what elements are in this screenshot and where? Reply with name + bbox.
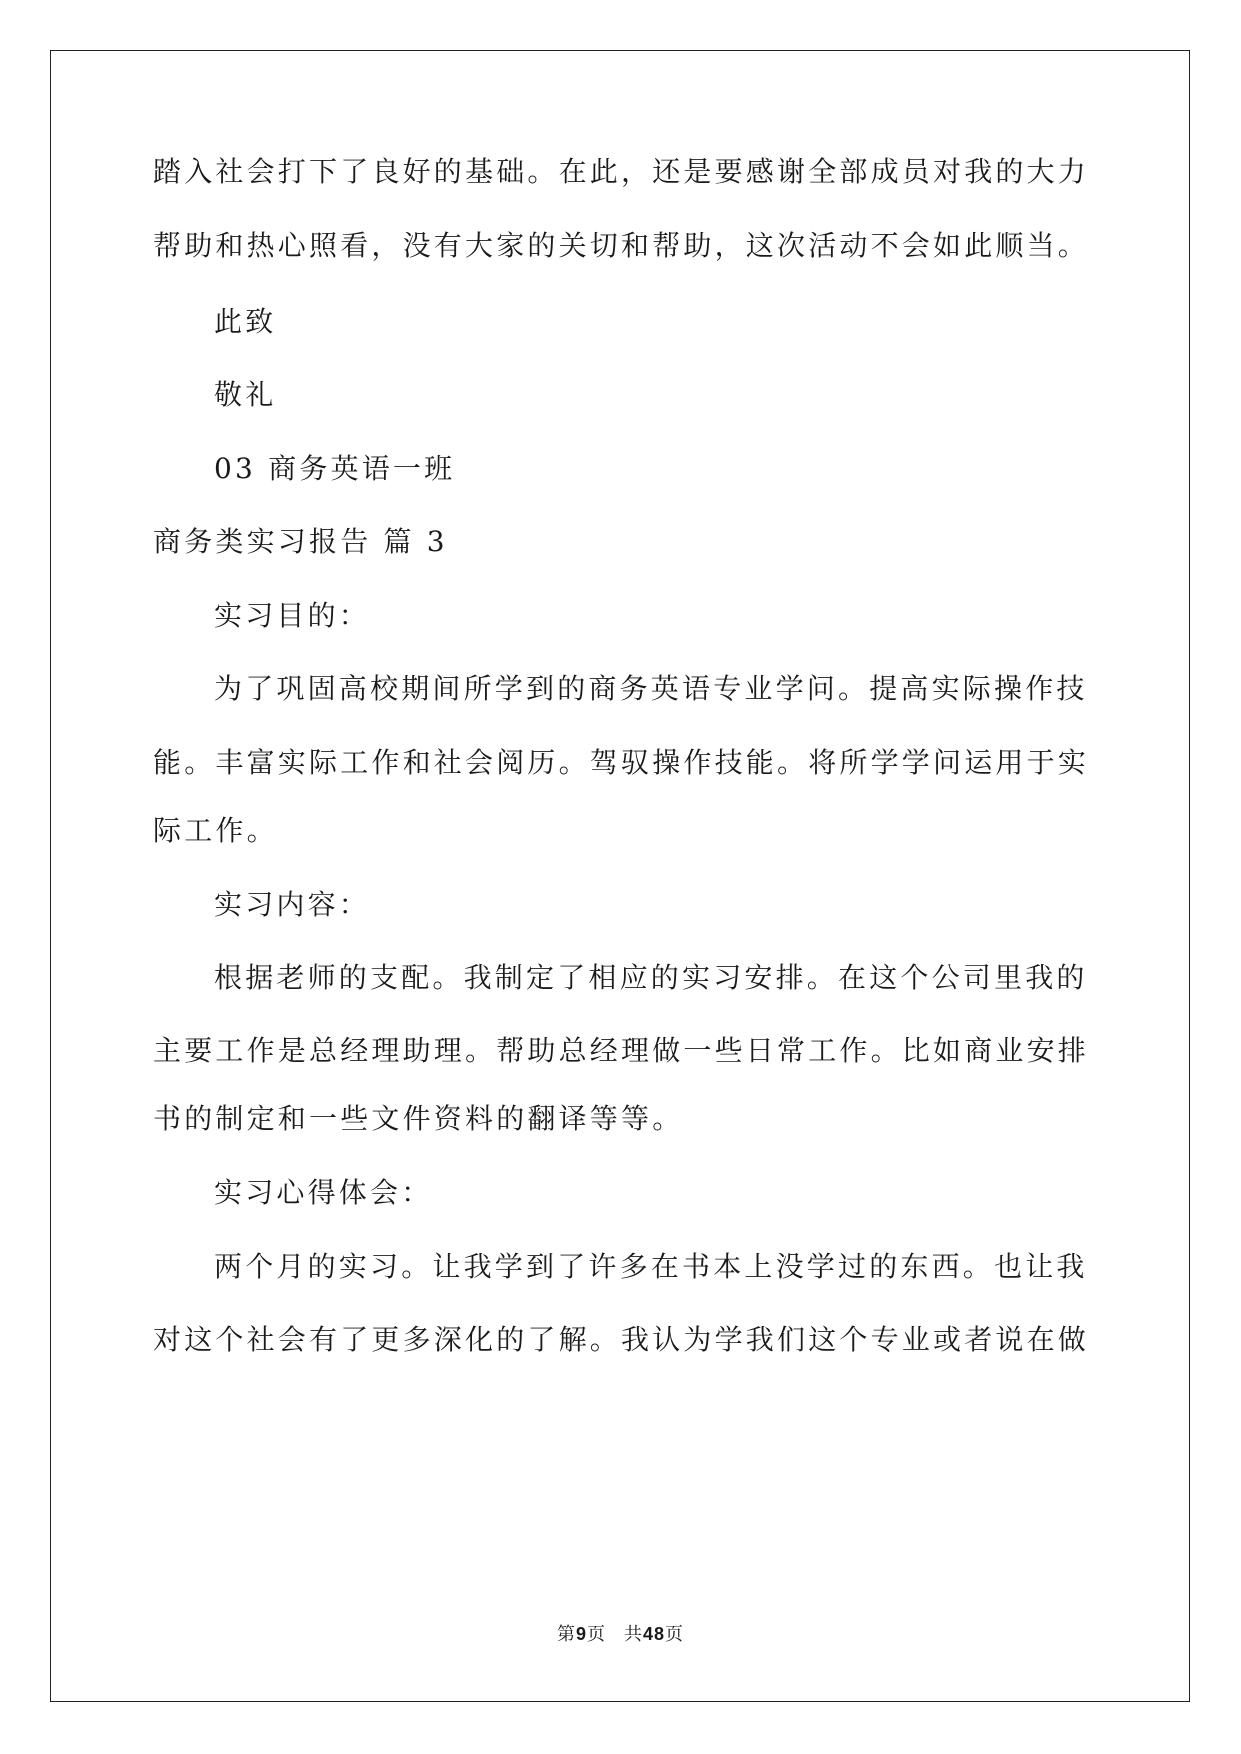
paragraph-line: 际工作。 bbox=[153, 814, 278, 847]
section-heading: 商务类实习报告 篇 3 bbox=[153, 525, 448, 558]
page-footer bbox=[0, 1620, 1241, 1646]
closing-respect: 敬礼 bbox=[214, 378, 277, 411]
subheading-experience: 实习心得体会： bbox=[214, 1176, 433, 1209]
subheading-purpose: 实习目的： bbox=[214, 599, 371, 632]
total-pages: 48 bbox=[642, 1624, 666, 1644]
page-number: 9 bbox=[575, 1624, 587, 1644]
total-suffix: 页 bbox=[665, 1624, 685, 1645]
closing-salutation: 此致 bbox=[214, 305, 277, 338]
paragraph-line: 为了巩固高校期间所学到的商务英语专业学问。提高实际操作技 bbox=[214, 672, 1088, 705]
total-prefix: 共 bbox=[623, 1624, 643, 1645]
page-border bbox=[50, 50, 1190, 1702]
paragraph-line: 主要工作是总经理助理。帮助总经理做一些日常工作。比如商业安排 bbox=[153, 1034, 1090, 1067]
page-prefix: 第 bbox=[556, 1624, 576, 1645]
paragraph-line: 帮助和热心照看，没有大家的关切和帮助，这次活动不会如此顺当。 bbox=[153, 229, 1090, 262]
paragraph-line: 对这个社会有了更多深化的了解。我认为学我们这个专业或者说在做 bbox=[153, 1323, 1090, 1356]
subheading-content: 实习内容： bbox=[214, 888, 371, 921]
paragraph-line: 能。丰富实际工作和社会阅历。驾驭操作技能。将所学学问运用于实 bbox=[153, 746, 1090, 779]
paragraph-line: 两个月的实习。让我学到了许多在书本上没学过的东西。也让我 bbox=[214, 1250, 1088, 1283]
page-suffix: 页 bbox=[586, 1624, 606, 1645]
paragraph-line: 书的制定和一些文件资料的翻译等等。 bbox=[153, 1102, 684, 1135]
signature-class: 03 商务英语一班 bbox=[214, 452, 456, 485]
paragraph-line: 踏入社会打下了良好的基础。在此，还是要感谢全部成员对我的大力 bbox=[153, 155, 1090, 188]
paragraph-line: 根据老师的支配。我制定了相应的实习安排。在这个公司里我的 bbox=[214, 961, 1088, 994]
